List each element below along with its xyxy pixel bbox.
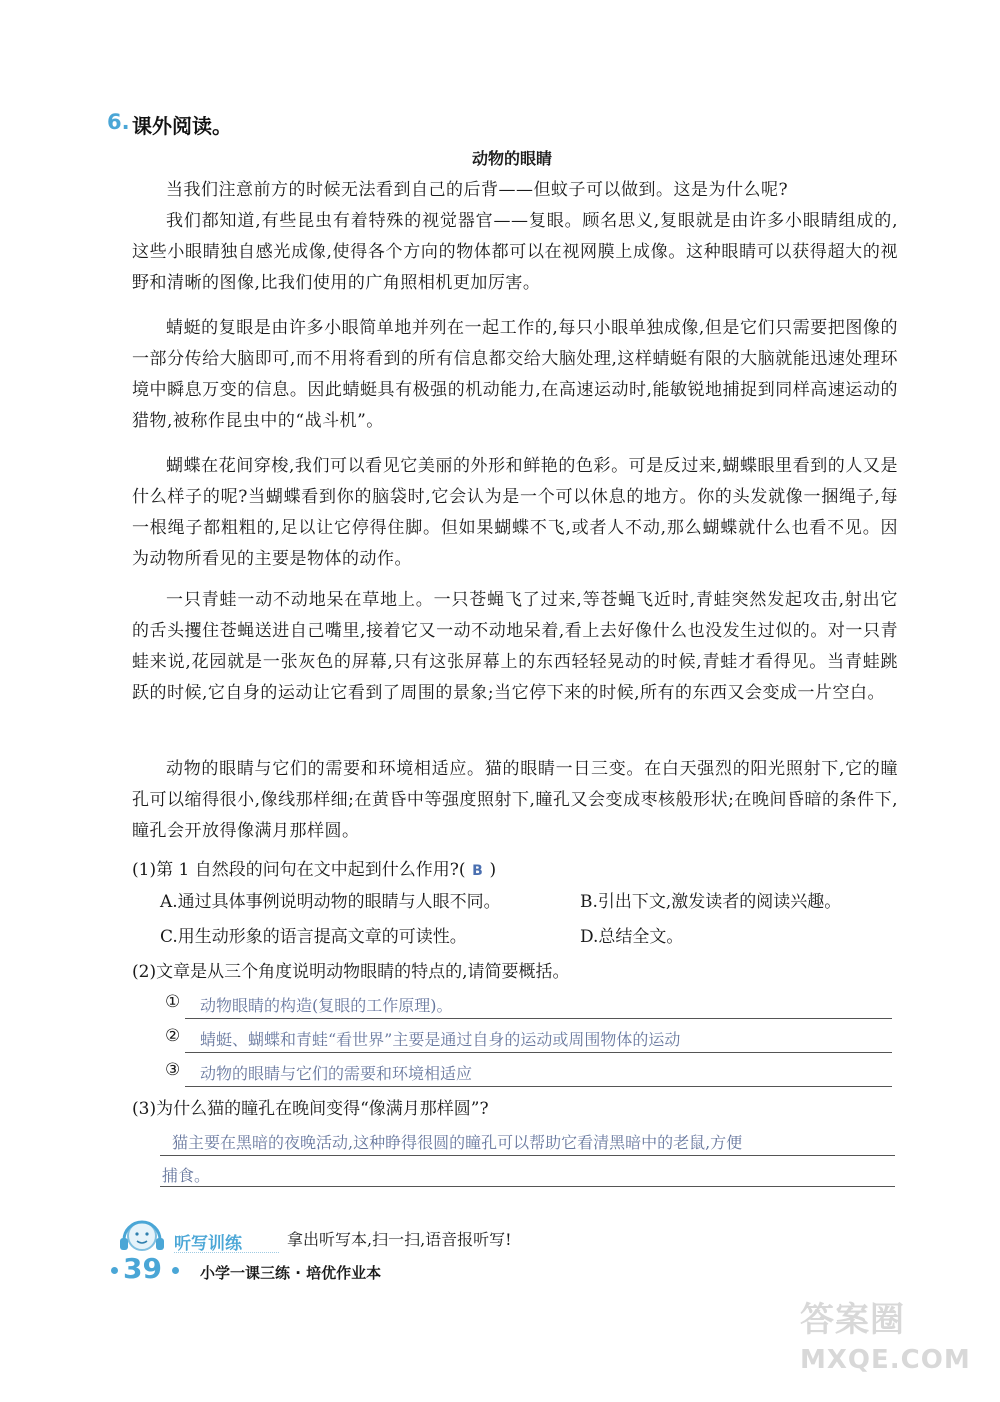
answer-2-3-handwriting: 动物的眼睛与它们的需要和环境相适应 xyxy=(200,1064,473,1083)
question-1-option-c: C.用生动形象的语言提高文章的可读性。 xyxy=(160,927,467,947)
answer-line xyxy=(160,1186,895,1187)
article-paragraph-6: 动物的眼睛与它们的需要和环境相适应。猫的眼睛一日三变。在白天强烈的阳光照射下,它的瞳孔可以缩得很小,像线那样细;在黄昏中等强度照射下,瞳孔又会变成枣核般形状;在晚间昏暗的条件下,瞳孔会开放得像满月那样圆。 xyxy=(132,759,898,841)
watermark-line-2: MXQE.COM xyxy=(800,1345,971,1375)
answer-2-2-number: ② xyxy=(165,1026,181,1046)
answer-line xyxy=(185,1086,892,1087)
answer-2-1-number: ① xyxy=(165,992,181,1012)
question-2-stem: (2)文章是从三个角度说明动物眼睛的特点的,请简要概括。 xyxy=(132,962,570,982)
article-title: 动物的眼睛 xyxy=(471,149,552,168)
question-1-text: (1)第 1 自然段的问句在文中起到什么作用?( xyxy=(132,860,466,880)
question-1-close: ) xyxy=(489,860,497,880)
answer-3-line-2: 捕食。 xyxy=(162,1166,211,1185)
question-1-option-d: D.总结全文。 xyxy=(580,927,684,947)
watermark-logo xyxy=(800,1300,971,1380)
watermark-line-1: 答案圈 xyxy=(800,1300,905,1340)
listen-section-label: 听写训练 xyxy=(174,1234,242,1254)
question-1-option-a: A.通过具体事例说明动物的眼睛与人眼不同。 xyxy=(160,892,501,912)
question-1-stem xyxy=(132,858,496,883)
section-number: 6. xyxy=(107,110,130,134)
article-paragraph-2: 我们都知道,有些昆虫有着特殊的视觉器官——复眼。顾名思义,复眼就是由许多小眼睛组成的,这些小眼睛独自感光成像,使得各个方向的物体都可以在视网膜上成像。这种眼睛可以获得超大的视野和清晰的图像,比我们使用的广角照相机更加厉害。 xyxy=(132,211,898,293)
article-paragraph-1: 当我们注意前方的时候无法看到自己的后背——但蚊子可以做到。这是为什么呢? xyxy=(166,180,789,200)
answer-line xyxy=(185,1018,892,1019)
answer-line xyxy=(160,1155,895,1156)
footer-dot xyxy=(172,1267,179,1274)
article-paragraph-3: 蜻蜓的复眼是由许多小眼简单地并列在一起工作的,每只小眼单独成像,但是它们只需要把图像的一部分传给大脑即可,而不用将看到的所有信息都交给大脑处理,这样蜻蜓有限的大脑就能迅速处理环境中瞬息万变的信息。因此蜻蜓具有极强的机动能力,在高速运动时,能敏锐地捕捉到同样高速运动的猎物,被称作昆虫中的“战斗机”。 xyxy=(132,318,898,431)
article-paragraph-5: 一只青蛙一动不动地呆在草地上。一只苍蝇飞了过来,等苍蝇飞近时,青蛙突然发起攻击,射出它的舌头攫住苍蝇送进自己嘴里,接着它又一动不动地呆着,看上去好像什么也没发生过似的。对一只青蛙来说,花园就是一张灰色的屏幕,只有这张屏幕上的东西轻轻晃动的时候,青蛙才看得见。当青蛙跳跃的时候,它自身的运动让它看到了周围的景象;当它停下来的时候,所有的东西又会变成一片空白。 xyxy=(132,590,898,703)
answer-2-2-handwriting: 蜻蜓、蝴蝶和青蛙“看世界”主要是通过自身的运动或周围物体的运动 xyxy=(200,1030,681,1049)
listen-label-underline xyxy=(174,1252,279,1253)
answer-line xyxy=(185,1052,892,1053)
answer-2-3-number: ③ xyxy=(165,1060,181,1080)
footer-dot xyxy=(111,1267,118,1274)
page-number: 39 xyxy=(123,1252,162,1285)
book-title: 小学一课三练 · 培优作业本 xyxy=(200,1264,382,1282)
question-1-answer: B xyxy=(472,863,483,879)
question-1-option-b: B.引出下文,激发读者的阅读兴趣。 xyxy=(580,892,842,912)
listen-instruction: 拿出听写本,扫一扫,语音报听写! xyxy=(287,1230,512,1249)
answer-2-1-handwriting: 动物眼睛的构造(复眼的工作原理)。 xyxy=(200,996,453,1015)
question-3-stem: (3)为什么猫的瞳孔在晚间变得“像满月那样圆”? xyxy=(132,1099,489,1119)
section-title: 课外阅读。 xyxy=(132,114,232,138)
article-paragraph-4: 蝴蝶在花间穿梭,我们可以看见它美丽的外形和鲜艳的色彩。可是反过来,蝴蝶眼里看到的人又是什么样子的呢?当蝴蝶看到你的脑袋时,它会认为是一个可以休息的地方。你的头发就像一捆绳子,每一根绳子都粗粗的,足以让它停得住脚。但如果蝴蝶不飞,或者人不动,那么蝴蝶就什么也看不见。因为动物所看见的主要是物体的动作。 xyxy=(132,456,898,569)
answer-3-line-1: 猫主要在黑暗的夜晚活动,这种睁得很圆的瞳孔可以帮助它看清黑暗中的老鼠,方便 xyxy=(172,1133,743,1152)
